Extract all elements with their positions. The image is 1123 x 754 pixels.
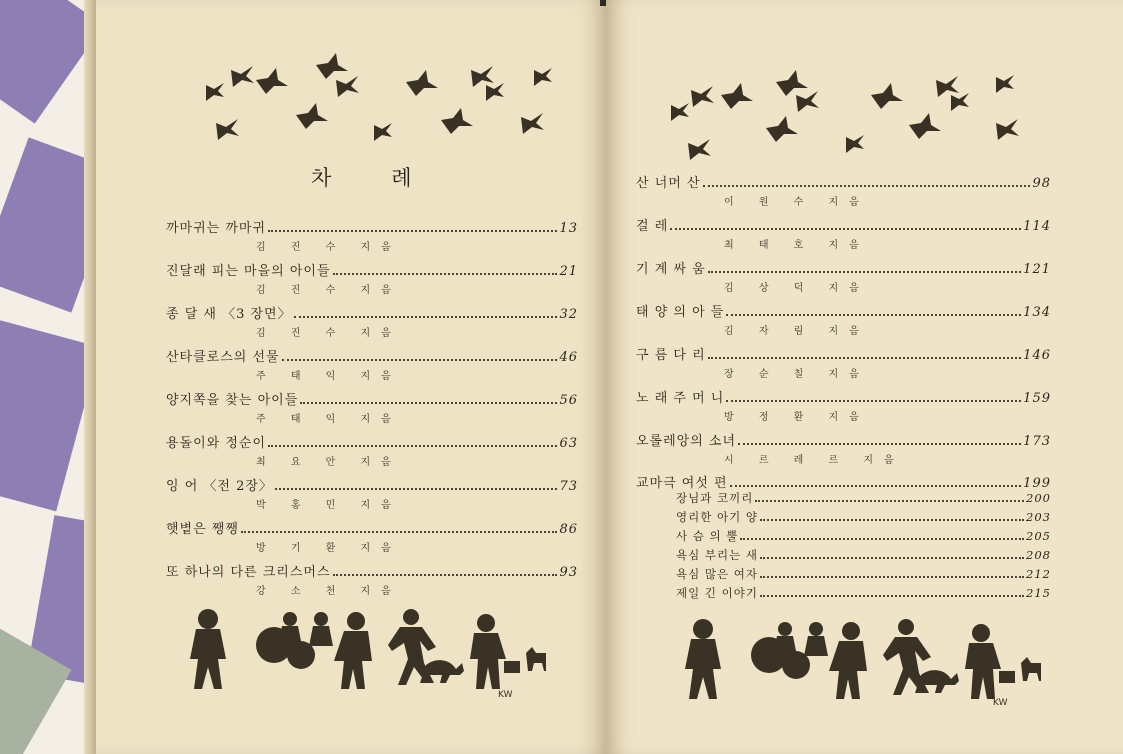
toc-sub-entry[interactable]: [676, 566, 1051, 585]
entry-page-number: 56: [559, 393, 578, 408]
entry-page-number: 200: [1026, 491, 1051, 505]
entry-title: 영리한 아기 양: [676, 510, 758, 524]
entry-page-number: 159: [1023, 391, 1051, 406]
entry-title: 산타클로스의 선물: [166, 350, 280, 365]
entry-title: 까마귀는 까마귀: [166, 221, 267, 236]
entry-title: 구 름 다 리: [636, 348, 706, 363]
entry-page-number: 215: [1026, 586, 1051, 600]
entry-title: 햇볕은 쨍쨍: [166, 522, 239, 537]
entry-page-number: 146: [1023, 348, 1051, 363]
toc-entry[interactable]: [166, 475, 578, 515]
entry-author: 박 홍 민 지음: [256, 500, 402, 511]
dot-leader: [294, 307, 558, 318]
children-illustration: [186, 605, 546, 709]
entry-title: 욕심 부리는 새: [676, 548, 758, 562]
toc-entry[interactable]: [166, 518, 578, 558]
dot-leader: [760, 567, 1024, 578]
entry-page-number: 173: [1023, 434, 1051, 449]
signature: KW: [498, 690, 513, 700]
toc-entry[interactable]: [636, 387, 1051, 427]
entry-title: 잉 어 〈전 2장〉: [166, 479, 273, 494]
toc-entry[interactable]: [166, 260, 578, 300]
entry-author: 강 소 천 지음: [256, 586, 402, 597]
dot-leader: [703, 176, 1031, 187]
cover-pattern-diamond: [0, 137, 92, 312]
entry-author: 김 진 수 지음: [256, 285, 402, 296]
entry-page-number: 203: [1026, 510, 1051, 524]
entry-page-number: 21: [559, 264, 578, 279]
entry-author: 이 원 수 지음: [724, 197, 870, 208]
birds-svg: [666, 65, 1036, 160]
dot-leader: [755, 491, 1024, 502]
entry-page-number: 212: [1026, 567, 1051, 581]
toc-entry[interactable]: [166, 432, 578, 472]
entry-page-number: 13: [559, 221, 578, 236]
entry-page-number: 208: [1026, 548, 1051, 562]
dot-leader: [241, 522, 558, 533]
entry-page-number: 73: [559, 479, 578, 494]
entry-page-number: 121: [1023, 262, 1051, 277]
dot-leader: [282, 350, 558, 361]
left-page: [96, 0, 606, 754]
entry-title: 노 래 주 머 니: [636, 391, 725, 406]
book-cover-edge: [0, 0, 92, 754]
toc-entry[interactable]: [166, 346, 578, 386]
entry-author: 김 상 덕 지음: [724, 283, 870, 294]
entry-author: 김 자 림 지음: [724, 326, 870, 337]
birds-illustration: [666, 65, 1036, 164]
dot-leader: [726, 391, 1021, 402]
dot-leader: [760, 510, 1024, 521]
dot-leader: [268, 436, 557, 447]
dot-leader: [726, 305, 1021, 316]
toc-entry[interactable]: [636, 258, 1051, 298]
entry-title: 양지쪽을 찾는 아이들: [166, 393, 299, 408]
toc-entry[interactable]: [636, 172, 1051, 212]
cover-pattern-diamond: [0, 319, 92, 512]
entry-author: 방 기 환 지음: [256, 543, 402, 554]
entry-author: 장 순 칠 지음: [724, 369, 870, 380]
dot-leader: [708, 262, 1022, 273]
toc-entry[interactable]: [166, 389, 578, 429]
entry-title: 사 슴 의 뿔: [676, 529, 739, 543]
entry-page-number: 205: [1026, 529, 1051, 543]
entry-page-number: 46: [559, 350, 578, 365]
entry-author: 최 태 호 지음: [724, 240, 870, 251]
dot-leader: [708, 348, 1022, 359]
toc-sub-entry[interactable]: [676, 490, 1051, 509]
entry-title: 종 달 새 〈3 장면〉: [166, 307, 292, 322]
dot-leader: [730, 476, 1022, 487]
dot-leader: [760, 548, 1024, 559]
birds-illustration: [196, 55, 566, 154]
toc-sub-entry[interactable]: [676, 547, 1051, 566]
entry-title: 용돌이와 정순이: [166, 436, 267, 451]
entry-page-number: 134: [1023, 305, 1051, 320]
entry-author: 방 정 환 지음: [724, 412, 870, 423]
entry-title: 태 양 의 아 들: [636, 305, 725, 320]
dot-leader: [760, 586, 1024, 597]
entry-author: 김 진 수 지음: [256, 328, 402, 339]
children-silhouettes-svg: [681, 615, 1041, 715]
toc-entry[interactable]: [166, 303, 578, 343]
toc-entry[interactable]: [166, 561, 578, 601]
dot-leader: [670, 219, 1021, 230]
entry-author: 주 태 익 지음: [256, 414, 402, 425]
toc-entry[interactable]: [636, 215, 1051, 255]
toc-sub-entry[interactable]: [676, 528, 1051, 547]
entry-author: 시 르 레 르 지음: [724, 455, 905, 466]
signature: KW: [993, 698, 1008, 708]
dot-leader: [738, 434, 1021, 445]
entry-title: 오롤레앙의 소녀: [636, 434, 737, 449]
children-silhouettes-svg: [186, 605, 546, 705]
birds-svg: [196, 55, 566, 150]
entry-page-number: 114: [1023, 219, 1051, 234]
entry-page-number: 63: [559, 436, 578, 451]
entry-page-number: 98: [1032, 176, 1051, 191]
entry-author: 최 요 안 지음: [256, 457, 402, 468]
entry-page-number: 32: [559, 307, 578, 322]
page-title: 차례: [311, 166, 472, 190]
toc-entry[interactable]: [636, 301, 1051, 341]
entry-title: 또 하나의 다른 크리스머스: [166, 565, 331, 580]
right-page: [606, 0, 1123, 754]
toc-sub-entry[interactable]: [676, 509, 1051, 528]
entry-title: 욕심 많은 여자: [676, 567, 758, 581]
dot-leader: [333, 565, 558, 576]
entry-title: 진달래 피는 마을의 아이들: [166, 264, 331, 279]
entry-page-number: 93: [559, 565, 578, 580]
dot-leader: [268, 221, 557, 232]
dot-leader: [300, 393, 557, 404]
entry-title: 제일 긴 이야기: [676, 586, 758, 600]
dot-leader: [275, 479, 558, 490]
entry-title: 산 너머 산: [636, 176, 701, 191]
toc-entry[interactable]: [636, 344, 1051, 384]
toc-entry[interactable]: [166, 217, 578, 257]
dot-leader: [333, 264, 558, 275]
dot-leader: [740, 529, 1024, 540]
entry-title: 장님과 코끼리: [676, 491, 754, 505]
toc-entry[interactable]: [636, 430, 1051, 470]
entry-title: 기 계 싸 움: [636, 262, 706, 277]
entry-title: 교마극 여섯 편: [636, 476, 728, 491]
entry-title: 걸 레: [636, 219, 669, 234]
entry-author: 주 태 익 지음: [256, 371, 402, 382]
entry-page-number: 86: [559, 522, 578, 537]
children-illustration: [681, 615, 1041, 719]
cover-pattern-diamond: [0, 0, 92, 124]
entry-author: 김 진 수 지음: [256, 242, 402, 253]
toc-sub-entry[interactable]: [676, 585, 1051, 604]
entry-page-number: 199: [1023, 476, 1051, 491]
